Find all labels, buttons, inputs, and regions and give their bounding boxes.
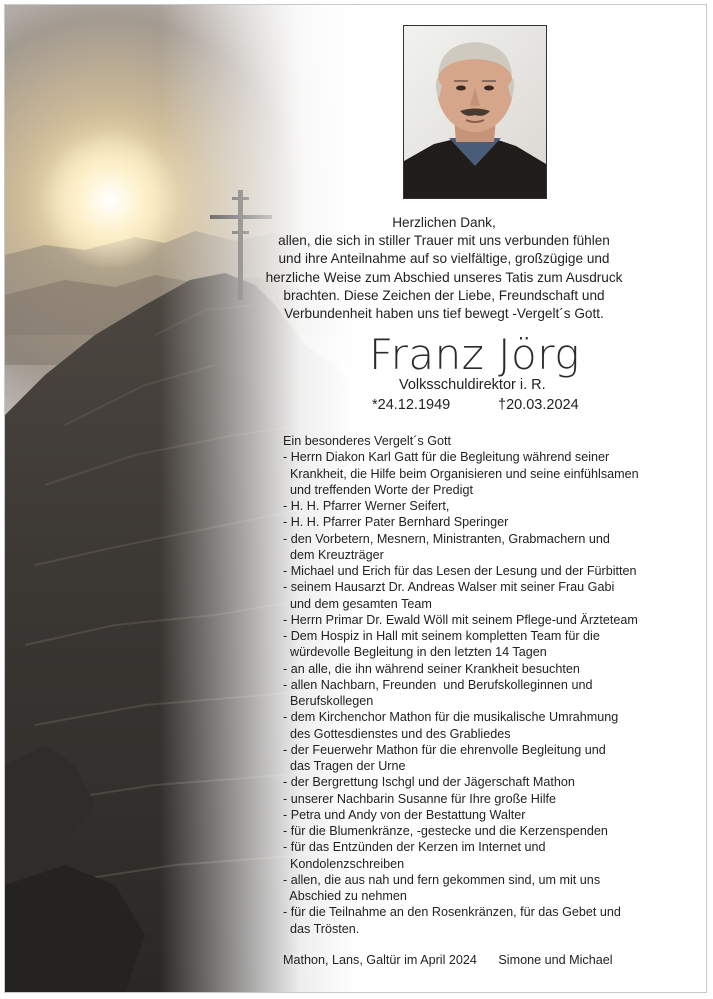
acknowledgements-list	[283, 433, 683, 937]
list-item: Ein besonderes Vergelt´s Gott	[283, 434, 452, 448]
signers: Simone und Michael	[498, 953, 613, 967]
list-item: Kondolenzschreiben	[283, 856, 405, 871]
list-item: Berufskollegen	[283, 694, 374, 708]
list-item: - der Feuerwehr Mathon für die ehrenvolle Begleitung und	[283, 742, 606, 757]
thanks-line: herzliche Weise zum Abschied unseres Tatis zum Ausdruck	[265, 269, 623, 285]
thanks-line: Herzlichen Dank,	[392, 215, 496, 230]
list-item: - Michael und Erich für das Lesen der Lesung und der Fürbitten	[283, 564, 637, 578]
death-date: †20.03.2024	[498, 397, 579, 413]
list-item: des Gottesdienstes und des Grabliedes	[283, 726, 511, 741]
list-item: - Petra und Andy von der Bestattung Walter	[283, 807, 526, 822]
list-item: - allen, die aus nah und fern gekommen sind, um mit uns	[283, 872, 601, 887]
list-item: - der Bergrettung Ischgl und der Jägerschaft Mathon	[283, 775, 575, 790]
list-item: würdevolle Begleitung in den letzten 14 Tagen	[283, 645, 547, 660]
list-item: und dem gesamten Team	[283, 596, 432, 611]
list-item: - unserer Nachbarin Susanne für Ihre große Hilfe	[283, 791, 556, 806]
list-item: - an alle, die ihn während seiner Krankheit besuchten	[283, 661, 580, 676]
thank-you-text	[239, 214, 649, 323]
list-item: - Dem Hospiz in Hall mit seinem kompletten Team für die	[283, 629, 600, 643]
list-item: und treffenden Worte der Predigt	[283, 482, 473, 497]
list-item: - H. H. Pfarrer Pater Bernhard Speringer	[283, 515, 509, 530]
birth-date: *24.12.1949	[372, 397, 451, 413]
list-item: Krankheit, die Hilfe beim Organisieren und seine einfühlsamen	[283, 466, 639, 481]
list-item: - für die Teilnahme an den Rosenkränzen, für das Gebet und	[283, 905, 621, 920]
footer	[283, 953, 613, 967]
list-item: - für das Entzünden der Kerzen im Internet und	[283, 840, 546, 855]
list-item: - Herrn Diakon Karl Gatt für die Begleitung während seiner	[283, 450, 610, 465]
deceased-name: Franz Jörg	[369, 330, 580, 379]
thanks-line: Verbundenheit haben uns tief bewegt -Vergelt´s Gott.	[284, 306, 604, 322]
list-item: - allen Nachbarn, Freunden und Berufskolleginnen und	[283, 677, 593, 692]
portrait-photo	[403, 25, 547, 199]
list-item: - seinem Hausarzt Dr. Andreas Walser mit seiner Frau Gabi	[283, 580, 615, 595]
obituary-card	[4, 4, 707, 993]
thanks-line: und ihre Anteilnahme auf so vielfältige, großzügige und	[278, 251, 610, 267]
thanks-line: allen, die sich in stiller Trauer mit uns verbunden fühlen	[278, 233, 610, 249]
list-item: das Trösten.	[283, 921, 360, 936]
list-item: - H. H. Pfarrer Werner Seifert,	[283, 499, 450, 513]
deceased-title: Volksschuldirektor i. R.	[399, 377, 546, 393]
list-item: dem Kreuzträger	[283, 547, 384, 562]
list-item: - dem Kirchenchor Mathon für die musikalische Umrahmung	[283, 710, 619, 725]
list-item: - den Vorbetern, Mesnern, Ministranten, Grabmachern und	[283, 531, 610, 546]
place-date: Mathon, Lans, Galtür im April 2024	[283, 953, 477, 967]
list-item: - für die Blumenkränze, -gestecke und die Kerzenspenden	[283, 824, 608, 838]
list-item: Abschied zu nehmen	[283, 889, 407, 903]
list-item: das Tragen der Urne	[283, 759, 406, 773]
list-item: - Herrn Primar Dr. Ewald Wöll mit seinem Pflege-und Ärzteteam	[283, 612, 638, 627]
thanks-line: brachten. Diese Zeichen der Liebe, Freundschaft und	[283, 287, 605, 303]
